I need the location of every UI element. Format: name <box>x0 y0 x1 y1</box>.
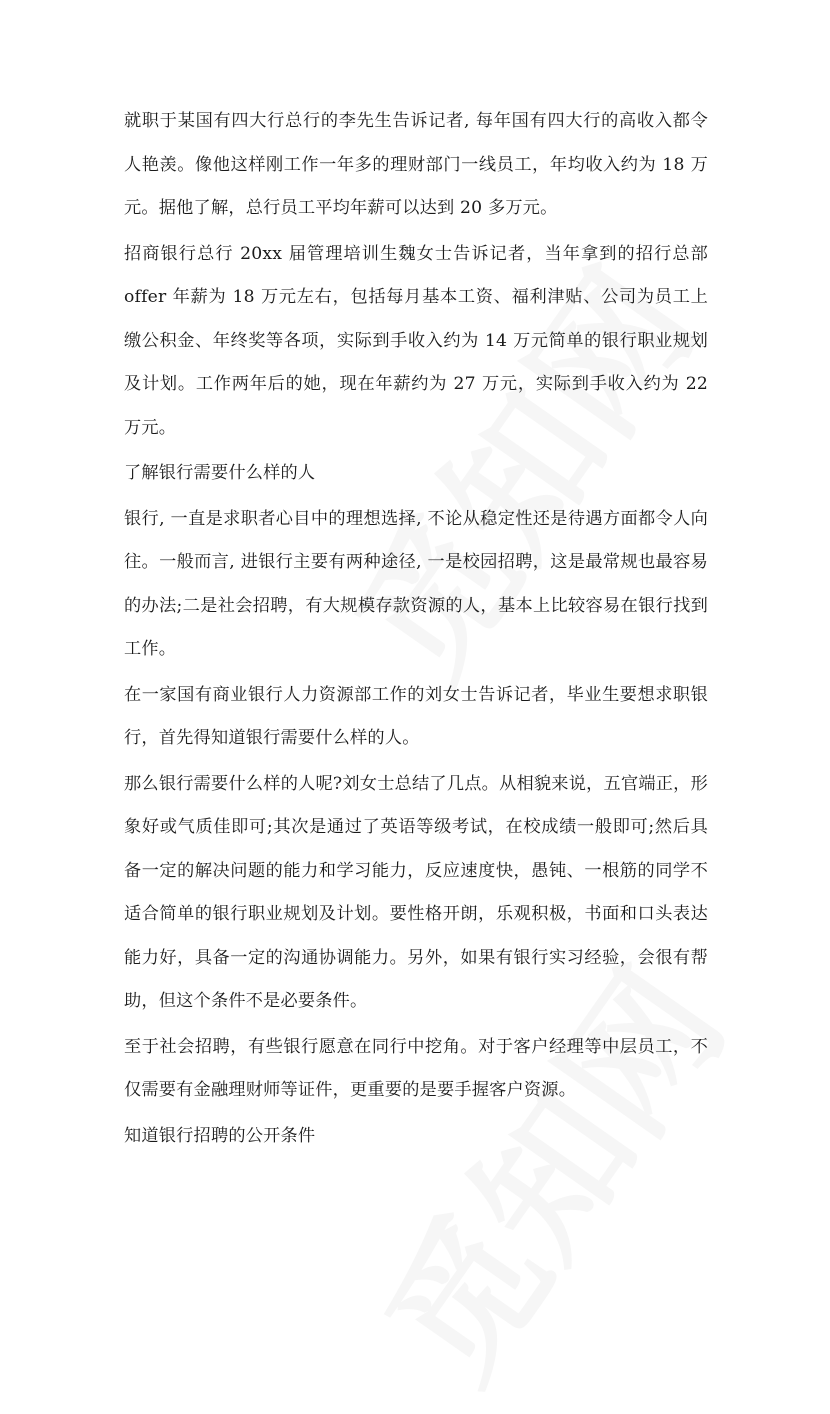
paragraph-cmb-trainee: 招商银行总行 20xx 届管理培训生魏女士告诉记者，当年拿到的招行总部 offer 年薪为 18 万元左右，包括每月基本工资、福利津贴、公司为员工上缴公积金、年终奖等各项，实际到手收入约为 14 万元简单的银行职业规划及计划。工作两年后的她，现在年薪约为 27 万元，实际到手收入约为 22 万元。 <box>124 243 708 438</box>
document-page <box>124 100 708 1160</box>
paragraph-salary-intro: 就职于某国有四大行总行的李先生告诉记者, 每年国有四大行的高收入都令人艳羡。像他这样刚工作一年多的理财部门一线员工，年均收入约为 18 万元。据他了解，总行员工平均年薪可以达到 20 多万元。 <box>124 111 708 218</box>
section-heading: 知道银行招聘的公开条件 <box>124 1125 316 1146</box>
section-heading: 了解银行需要什么样的人 <box>124 463 316 483</box>
paragraph-bank-paths: 银行, 一直是求职者心目中的理想选择, 不论从稳定性还是待遇方面都令人向往。一般而言, 进银行主要有两种途径, 一是校园招聘，这是最常规也最容易的办法;二是社会招聘，有大规模存款资源的人，基本上比较容易在银行找到工作。 <box>124 508 708 659</box>
paragraph-requirements: 那么银行需要什么样的人呢?刘女士总结了几点。从相貌来说，五官端正，形象好或气质佳即可;其次是通过了英语等级考试，在校成绩一般即可;然后具备一定的解决问题的能力和学习能力，反应速度快，愚钝、一根筋的同学不适合简单的银行职业规划及计划。要性格开朗，乐观积极，书面和口头表达能力好，具备一定的沟通协调能力。另外，如果有银行实习经验，会很有帮助，但这个条件不是必要条件。 <box>124 773 708 1011</box>
paragraph-social-recruit: 至于社会招聘，有些银行愿意在同行中挖角。对于客户经理等中层员工，不仅需要有金融理财师等证件，更重要的是要手握客户资源。 <box>124 1036 708 1100</box>
paragraph-hr-quote: 在一家国有商业银行人力资源部工作的刘女士告诉记者，毕业生要想求职银行，首先得知道银行需要什么样的人。 <box>124 684 708 748</box>
